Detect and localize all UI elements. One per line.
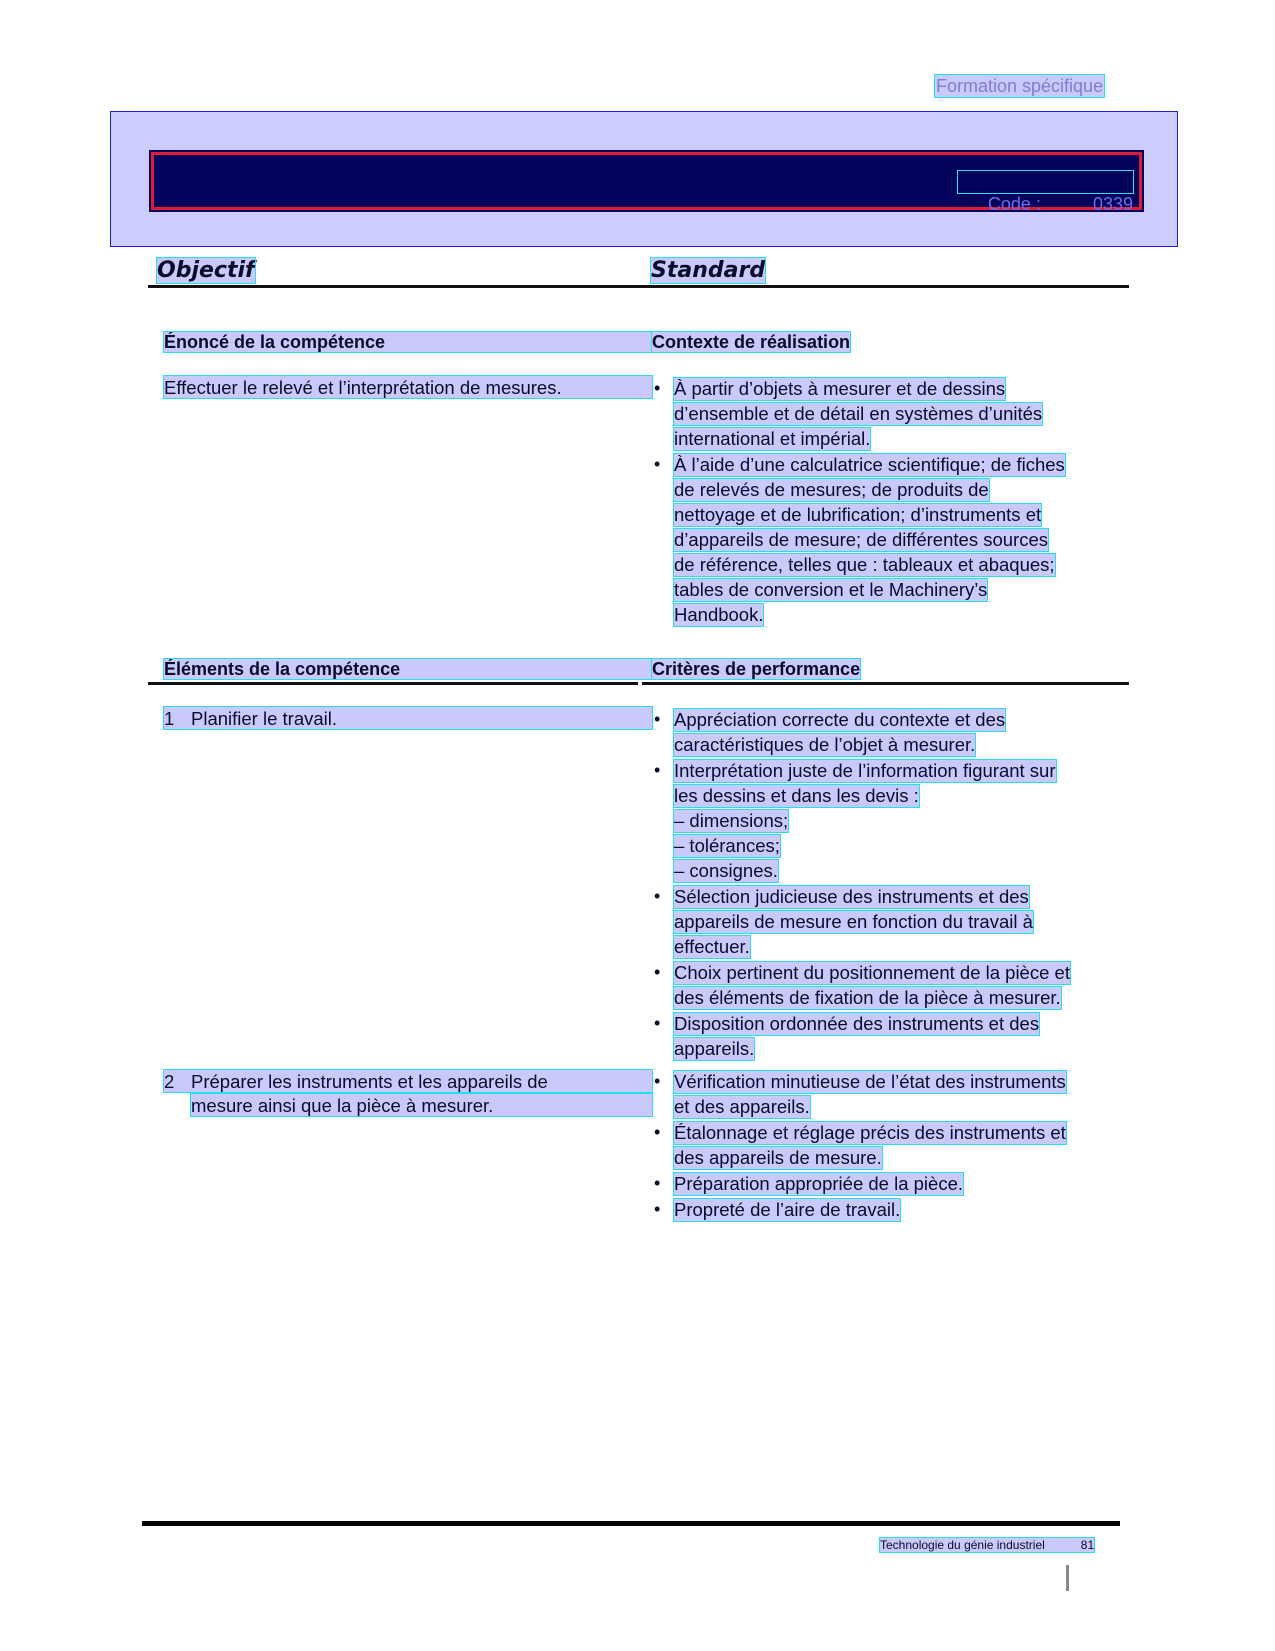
section-rule	[148, 285, 1129, 288]
critere-line: Appréciation correcte du contexte et des	[674, 709, 1006, 730]
element-text: mesure ainsi que la pièce à mesurer.	[191, 1094, 652, 1116]
enonce-heading: Énoncé de la compétence	[164, 332, 652, 352]
critere-line: appareils.	[674, 1038, 755, 1059]
bullet-dot: •	[654, 886, 661, 906]
code-box	[958, 171, 1133, 214]
elements-heading: Éléments de la compétence	[164, 659, 652, 679]
element-1	[164, 707, 652, 729]
critere-line: Sélection judicieuse des instruments et des	[674, 886, 1029, 907]
critere-item	[652, 1012, 1122, 1062]
bullet-dot: •	[654, 1122, 661, 1142]
contexte-line: d’appareils de mesure; de différentes sources	[674, 529, 1048, 550]
bullet-dot: •	[654, 1071, 661, 1091]
critere-line: Préparation appropriée de la pièce.	[674, 1173, 963, 1194]
critere-line: Choix pertinent du positionnement de la pièce et	[674, 962, 1070, 983]
criteres-rule	[642, 682, 1129, 685]
element-number: 2	[164, 1071, 175, 1092]
footer-text	[880, 1538, 1094, 1552]
section-objectif: Objectif	[157, 258, 255, 283]
critere-item	[652, 1121, 1122, 1171]
critere-item	[652, 1070, 1122, 1120]
bullet-dot: •	[654, 1173, 661, 1193]
enonce-text: Effectuer le relevé et l’interprétation de mesures.	[164, 376, 652, 398]
bullet-dot: •	[654, 378, 661, 398]
footer-mark	[1066, 1565, 1069, 1591]
bullet-dot: •	[654, 1013, 661, 1033]
contexte-item	[652, 453, 1112, 628]
element-text: Planifier le travail.	[191, 708, 338, 729]
critere-item	[652, 708, 1122, 758]
element-2	[164, 1070, 652, 1116]
criteres-2-block	[652, 1070, 1122, 1224]
critere-line: des éléments de fixation de la pièce à mesurer.	[674, 987, 1061, 1008]
contexte-line: nettoyage et de lubrification; d’instruments et	[674, 504, 1042, 525]
criteres-list	[652, 708, 1122, 1062]
critere-sub-item: – dimensions;	[674, 810, 789, 831]
elements-rule	[148, 682, 638, 685]
title-bar	[151, 152, 1142, 214]
bullet-dot: •	[654, 709, 661, 729]
critere-line: et des appareils.	[674, 1096, 810, 1117]
contexte-line: À partir d’objets à mesurer et de dessins	[674, 378, 1006, 399]
footer-program-name: Technologie du génie industriel	[880, 1538, 1045, 1552]
critere-item	[652, 1172, 1122, 1197]
program-label: Formation spécifique	[936, 76, 1104, 96]
contexte-line: Handbook.	[674, 604, 764, 625]
code-label: Code :	[987, 194, 1041, 214]
contexte-line: de relevés de mesures; de produits de	[674, 479, 989, 500]
contexte-heading: Contexte de réalisation	[652, 332, 851, 352]
title-banner	[110, 111, 1178, 247]
criteres-1-block	[652, 708, 1122, 1063]
bullet-dot: •	[654, 760, 661, 780]
bullet-dot: •	[654, 1199, 661, 1219]
contexte-list-block	[652, 377, 1112, 629]
footer-rule	[142, 1521, 1120, 1526]
critere-line: caractéristiques de l’objet à mesurer.	[674, 734, 976, 755]
contexte-line: de référence, telles que : tableaux et abaques;	[674, 554, 1055, 575]
footer-page-number: 81	[1080, 1538, 1095, 1552]
critere-line: effectuer.	[674, 936, 750, 957]
criteres-list	[652, 1070, 1122, 1223]
contexte-list	[652, 377, 1112, 628]
critere-item	[652, 885, 1122, 960]
contexte-item	[652, 377, 1112, 452]
enonce-text-block	[164, 376, 652, 398]
section-standard: Standard	[651, 258, 766, 283]
critere-line: Étalonnage et réglage précis des instruments et	[674, 1122, 1066, 1143]
bullet-dot: •	[654, 454, 661, 474]
criteres-heading: Critères de performance	[652, 659, 861, 679]
critere-line: Propreté de l’aire de travail.	[674, 1199, 901, 1220]
critere-line: des appareils de mesure.	[674, 1147, 882, 1168]
contexte-line: international et impérial.	[674, 428, 871, 449]
critere-item	[652, 1198, 1122, 1223]
code-value: 0339	[1092, 194, 1133, 214]
element-line	[164, 1070, 652, 1092]
critere-line: Vérification minutieuse de l’état des instruments	[674, 1071, 1066, 1092]
contexte-line: tables de conversion et le Machinery’s	[674, 579, 988, 600]
critere-item	[652, 961, 1122, 1011]
bullet-dot: •	[654, 962, 661, 982]
critere-item	[652, 759, 1122, 884]
contexte-line: À l’aide d’une calculatrice scientifique; de fiches	[674, 454, 1065, 475]
critere-sub-item: – tolérances;	[674, 835, 780, 856]
critere-line: appareils de mesure en fonction du travail à	[674, 911, 1033, 932]
critere-sub-item: – consignes.	[674, 860, 778, 881]
contexte-line: d’ensemble et de détail en systèmes d’unités	[674, 403, 1043, 424]
critere-line: les dessins et dans les devis :	[674, 785, 919, 806]
element-number: 1	[164, 708, 175, 729]
element-line	[164, 707, 652, 729]
element-text: Préparer les instruments et les appareils de	[191, 1071, 548, 1092]
critere-line: Interprétation juste de l’information figurant sur	[674, 760, 1056, 781]
critere-line: Disposition ordonnée des instruments et des	[674, 1013, 1040, 1034]
